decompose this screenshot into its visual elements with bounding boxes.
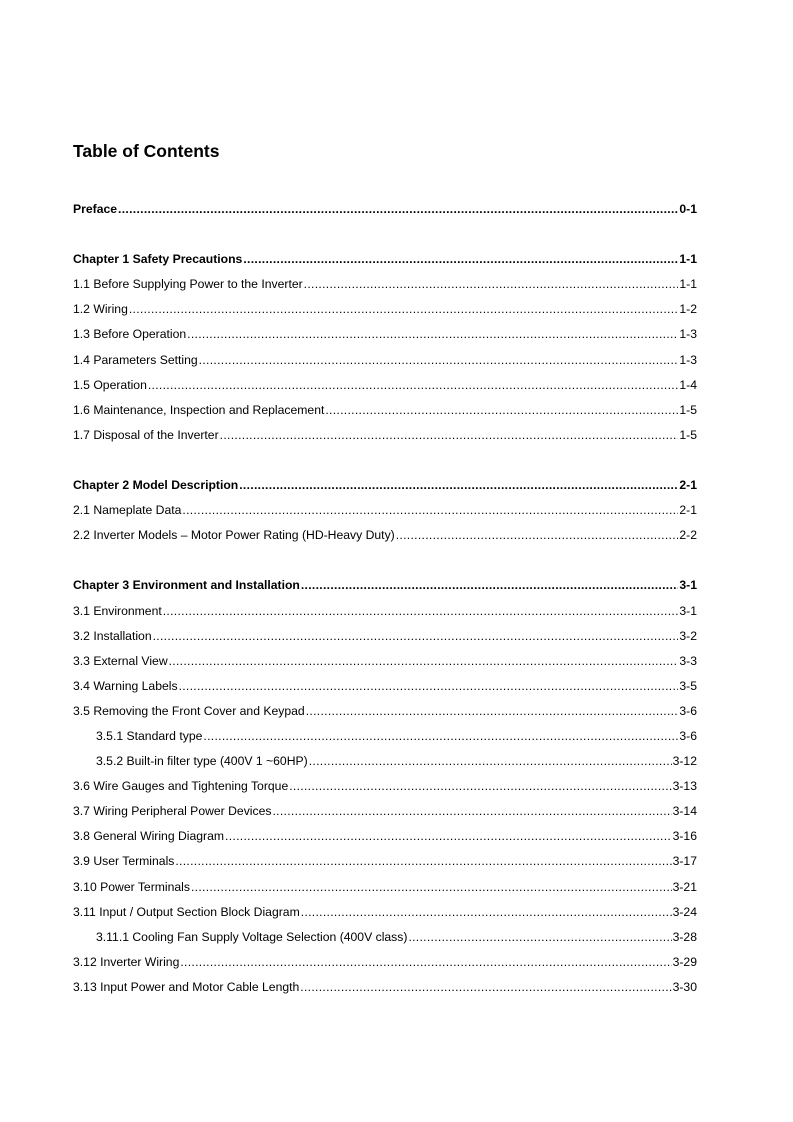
toc-entry-title: 3.10 Power Terminals bbox=[73, 879, 190, 894]
dot-leader bbox=[309, 749, 672, 774]
page-title: Table of Contents bbox=[73, 141, 220, 161]
toc-entry-title: 1.5 Operation bbox=[73, 377, 147, 392]
dot-leader bbox=[301, 900, 672, 925]
dot-leader bbox=[304, 272, 679, 297]
toc-section-entry[interactable] bbox=[73, 599, 697, 624]
dot-leader bbox=[129, 297, 679, 322]
toc-entry-title: Chapter 2 Model Description bbox=[73, 478, 239, 493]
toc-section-entry[interactable] bbox=[73, 975, 697, 1000]
toc-entry-title: Preface bbox=[73, 202, 118, 216]
toc-page-number: 3-29 bbox=[672, 954, 697, 969]
toc-entry-title: 3.1 Environment bbox=[73, 603, 162, 618]
toc-entry-title: 2.1 Nameplate Data bbox=[73, 503, 182, 518]
toc-entry-title: 3.5.1 Standard type bbox=[96, 728, 203, 743]
dot-leader bbox=[396, 523, 679, 548]
toc-subsection-entry[interactable] bbox=[73, 925, 697, 950]
dot-leader bbox=[225, 824, 672, 849]
toc-page-number: 2-2 bbox=[679, 528, 697, 543]
toc-page-number: 3-1 bbox=[679, 603, 697, 618]
toc-page-number: 3-14 bbox=[672, 804, 697, 819]
toc-page-number: 3-24 bbox=[672, 904, 697, 919]
dot-leader bbox=[408, 925, 671, 950]
toc-section-entry[interactable] bbox=[73, 875, 697, 900]
toc-page-number: 3-21 bbox=[672, 879, 697, 894]
toc-section-entry[interactable] bbox=[73, 297, 697, 322]
toc-chapter-entry[interactable] bbox=[73, 247, 697, 272]
toc-page-number: 3-28 bbox=[672, 929, 697, 944]
toc-entry-title: Chapter 1 Safety Precautions bbox=[73, 252, 243, 267]
toc-section-entry[interactable] bbox=[73, 849, 697, 874]
toc-entry-title: 3.11.1 Cooling Fan Supply Voltage Selection (400V class) bbox=[96, 929, 408, 944]
toc-section-entry[interactable] bbox=[73, 523, 697, 548]
toc-entry-title: 3.5.2 Built-in filter type (400V 1 ~60HP) bbox=[96, 754, 308, 769]
toc-entry-title: 3.7 Wiring Peripheral Power Devices bbox=[73, 804, 272, 819]
toc-page-number: 3-6 bbox=[679, 703, 697, 718]
toc-section-entry[interactable] bbox=[73, 272, 697, 297]
toc-section-entry[interactable] bbox=[73, 649, 697, 674]
toc-section-entry[interactable] bbox=[73, 624, 697, 649]
toc-entry-title: 3.3 External View bbox=[73, 653, 168, 668]
toc-entry-title: 1.6 Maintenance, Inspection and Replacement bbox=[73, 402, 325, 417]
dot-leader bbox=[289, 774, 671, 799]
toc-page-number: 0-1 bbox=[679, 202, 697, 216]
toc-entry-title: 1.4 Parameters Setting bbox=[73, 352, 198, 367]
dot-leader bbox=[220, 423, 679, 448]
toc-entry-title: 1.3 Before Operation bbox=[73, 327, 187, 342]
toc-page-number: 1-2 bbox=[679, 302, 697, 317]
toc-page-number: 2-1 bbox=[679, 503, 697, 518]
dot-leader bbox=[239, 473, 678, 498]
dot-leader bbox=[153, 624, 679, 649]
toc-page-number: 1-3 bbox=[679, 352, 697, 367]
toc-section-entry[interactable] bbox=[73, 498, 697, 523]
toc-page-number: 3-16 bbox=[672, 829, 697, 844]
toc-section-entry[interactable] bbox=[73, 774, 697, 799]
toc-page-number: 3-3 bbox=[679, 653, 697, 668]
toc-page-number: 3-5 bbox=[679, 678, 697, 693]
toc-page-number: 1-3 bbox=[679, 327, 697, 342]
dot-leader bbox=[163, 599, 679, 624]
toc-entry-title: 1.1 Before Supplying Power to the Inverter bbox=[73, 277, 303, 292]
toc-page-number: 1-1 bbox=[679, 277, 697, 292]
toc-section-entry[interactable] bbox=[73, 824, 697, 849]
dot-leader bbox=[191, 875, 672, 900]
toc-section-entry[interactable] bbox=[73, 398, 697, 423]
toc-section-entry[interactable] bbox=[73, 322, 697, 347]
toc-page-number: 3-2 bbox=[679, 628, 697, 643]
toc-entry-title: 3.11 Input / Output Section Block Diagram bbox=[73, 904, 300, 919]
toc-chapter-entry[interactable] bbox=[73, 197, 697, 222]
toc-entry-title: 3.12 Inverter Wiring bbox=[73, 954, 180, 969]
toc-entry-title: 3.2 Installation bbox=[73, 628, 152, 643]
dot-leader bbox=[179, 674, 679, 699]
toc-page-number: 3-12 bbox=[672, 754, 697, 769]
toc-entry-title: 3.9 User Terminals bbox=[73, 854, 175, 869]
toc-subsection-entry[interactable] bbox=[73, 749, 697, 774]
toc-page-number: 1-4 bbox=[679, 377, 697, 392]
dot-leader bbox=[301, 573, 679, 598]
toc-page-number: 1-1 bbox=[679, 252, 697, 267]
dot-leader bbox=[180, 950, 671, 975]
toc-section-entry[interactable] bbox=[73, 348, 697, 373]
toc-section-entry[interactable] bbox=[73, 799, 697, 824]
dot-leader bbox=[187, 322, 678, 347]
dot-leader bbox=[272, 799, 671, 824]
toc-section-entry[interactable] bbox=[73, 423, 697, 448]
dot-leader bbox=[306, 699, 679, 724]
toc-chapter-entry[interactable] bbox=[73, 473, 697, 498]
dot-leader bbox=[300, 975, 671, 1000]
toc-page-number: 3-17 bbox=[672, 854, 697, 869]
toc-entry-title: 1.7 Disposal of the Inverter bbox=[73, 427, 219, 442]
toc-entry-title: 3.6 Wire Gauges and Tightening Torque bbox=[73, 779, 289, 794]
dot-leader bbox=[175, 849, 671, 874]
dot-leader bbox=[118, 197, 678, 222]
dot-leader bbox=[199, 348, 679, 373]
toc-page-number: 3-1 bbox=[679, 578, 697, 593]
toc-spacer bbox=[73, 548, 697, 573]
toc-entry-title: 3.13 Input Power and Motor Cable Length bbox=[73, 979, 300, 994]
dot-leader bbox=[148, 373, 679, 398]
dot-leader bbox=[203, 724, 678, 749]
toc-chapter-entry[interactable] bbox=[73, 573, 697, 598]
toc-page-number: 3-30 bbox=[672, 979, 697, 994]
toc-section-entry[interactable] bbox=[73, 674, 697, 699]
toc-entry-title: 3.5 Removing the Front Cover and Keypad bbox=[73, 703, 305, 718]
dot-leader bbox=[182, 498, 678, 523]
toc-page-number: 2-1 bbox=[679, 478, 697, 493]
toc-page-number: 3-6 bbox=[679, 728, 697, 743]
toc-entry-title: 2.2 Inverter Models – Motor Power Rating (HD-Heavy Duty) bbox=[73, 528, 395, 543]
toc-page-number: 1-5 bbox=[679, 427, 697, 442]
toc-section-entry[interactable] bbox=[73, 373, 697, 398]
toc-spacer bbox=[73, 448, 697, 473]
dot-leader bbox=[325, 398, 678, 423]
toc-subsection-entry[interactable] bbox=[73, 724, 697, 749]
dot-leader bbox=[169, 649, 679, 674]
toc-entry-title: 3.4 Warning Labels bbox=[73, 678, 178, 693]
toc-section-entry[interactable] bbox=[73, 950, 697, 975]
toc-entry-title: Chapter 3 Environment and Installation bbox=[73, 578, 300, 593]
toc-spacer bbox=[73, 222, 697, 247]
toc-page-number: 1-5 bbox=[679, 402, 697, 417]
toc-section-entry[interactable] bbox=[73, 699, 697, 724]
toc-entry-title: 3.8 General Wiring Diagram bbox=[73, 829, 225, 844]
toc-entry-title: 1.2 Wiring bbox=[73, 302, 128, 317]
dot-leader bbox=[243, 247, 678, 272]
toc-page-number: 3-13 bbox=[672, 779, 697, 794]
toc-list bbox=[73, 197, 697, 1000]
toc-section-entry[interactable] bbox=[73, 900, 697, 925]
